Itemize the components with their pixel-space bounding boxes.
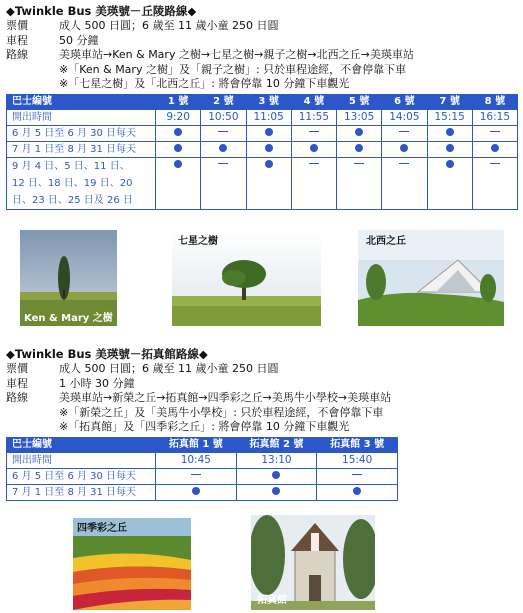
no-service-dash-icon <box>399 131 409 132</box>
departure-row <box>7 452 398 468</box>
service-mark <box>472 125 517 141</box>
bus-number-header: 巴士編號 <box>7 437 156 452</box>
departure-row <box>7 109 518 125</box>
service-dot-icon <box>265 128 273 136</box>
departure-time: 13:10 <box>236 452 317 468</box>
service-mark <box>291 157 336 209</box>
service-mark <box>472 141 517 157</box>
bus-header: 4 號 <box>291 94 336 109</box>
duration-label: 車程 <box>6 33 28 47</box>
service-mark <box>317 484 398 500</box>
takushinkan-caption: 拓真館 <box>257 595 287 606</box>
departure-time: 16:15 <box>472 109 517 125</box>
hokusei-caption: 北西之丘 <box>366 236 406 247</box>
schedule-label: 7 月 1 日至 8 月 31 日每天 <box>7 484 156 500</box>
schedule-label-line: 12 日、18 日、19 日、20 <box>12 177 133 189</box>
service-mark <box>337 141 382 157</box>
route-label: 路線 <box>6 391 28 404</box>
service-dot-icon <box>353 487 361 495</box>
ken-mary-tree-photo <box>20 230 117 326</box>
service-dot-icon <box>446 128 454 136</box>
route1-title: ◆Twinkle Bus 美瑛號－丘陵路線◆ <box>6 4 197 18</box>
departure-time: 11:55 <box>291 109 336 125</box>
service-mark <box>246 141 291 157</box>
service-mark <box>201 141 246 157</box>
route-note-2: ※「拓真館」及「四季彩之丘」: 將會停靠 10 分鐘下車觀光 <box>59 420 350 433</box>
service-dot-icon <box>355 128 363 136</box>
service-dot-icon <box>446 144 454 152</box>
service-dot-icon <box>310 144 318 152</box>
route-note-1: ※「Ken & Mary 之樹」及「親子之樹」: 只於車程途經，不會停靠下車 <box>59 62 407 76</box>
schedule-row <box>7 125 518 141</box>
service-dot-icon <box>272 471 280 479</box>
duration-label: 車程 <box>6 376 28 390</box>
service-mark <box>427 141 472 157</box>
departure-label: 開出時間 <box>7 452 156 468</box>
no-service-dash-icon <box>309 163 319 164</box>
service-mark <box>382 141 427 157</box>
service-mark <box>236 468 317 484</box>
fare-label: 票價 <box>6 362 28 375</box>
departure-time: 14:05 <box>382 109 427 125</box>
service-mark <box>291 141 336 157</box>
service-mark <box>427 157 472 209</box>
departure-time: 10:50 <box>201 109 246 125</box>
schedule-label-line: 9 月 4 日、5 日、11 日、 <box>12 160 130 172</box>
service-dot-icon <box>174 128 182 136</box>
route1-route-row <box>6 48 518 92</box>
service-mark <box>472 157 517 209</box>
seven-stars-tree-photo <box>172 230 321 326</box>
route2-fare-row <box>6 362 518 377</box>
service-mark <box>236 484 317 500</box>
schedule-row <box>7 157 518 209</box>
service-mark <box>156 484 237 500</box>
fare-value: 成人 500 日圓；6 歲至 11 歲小童 250 日圓 <box>59 19 279 32</box>
schedule-row <box>7 141 518 157</box>
service-mark <box>246 157 291 209</box>
service-mark <box>337 157 382 209</box>
route-value: 美瑛車站→Ken & Mary 之樹→七星之樹→親子之樹→北西之丘→美瑛車站 <box>59 48 414 61</box>
no-service-dash-icon <box>191 474 201 475</box>
schedule-row <box>7 484 398 500</box>
seven-stars-caption: 七星之樹 <box>178 236 218 247</box>
departure-time: 9:20 <box>156 109 201 125</box>
service-mark <box>382 157 427 209</box>
shikisai-hill-photo <box>73 518 191 610</box>
fare-value: 成人 500 日圓；6 歲至 11 歲小童 250 日圓 <box>59 362 279 375</box>
schedule-label: 6 月 5 日至 6 月 30 日每天 <box>7 125 156 141</box>
no-service-dash-icon <box>490 163 500 164</box>
shikisai-caption: 四季彩之丘 <box>77 523 127 534</box>
service-dot-icon <box>192 487 200 495</box>
timetable-header-row <box>7 94 518 109</box>
service-mark <box>246 125 291 141</box>
no-service-dash-icon <box>354 163 364 164</box>
bus-header: 拓真館 3 號 <box>317 437 398 452</box>
route2-section <box>6 346 518 501</box>
service-dot-icon <box>265 144 273 152</box>
no-service-dash-icon <box>309 131 319 132</box>
service-mark <box>156 125 201 141</box>
bus-header: 1 號 <box>156 94 201 109</box>
service-dot-icon <box>174 144 182 152</box>
service-mark <box>201 125 246 141</box>
service-mark <box>156 157 201 209</box>
service-dot-icon <box>219 144 227 152</box>
route1-duration-row <box>6 34 518 49</box>
no-service-dash-icon <box>218 131 228 132</box>
service-mark <box>291 125 336 141</box>
schedule-row <box>7 468 398 484</box>
duration-value: 1 小時 30 分鐘 <box>59 376 135 390</box>
service-mark <box>382 125 427 141</box>
route2-route-row <box>6 391 518 435</box>
bus-number-header: 巴士編號 <box>7 94 156 109</box>
service-dot-icon <box>355 144 363 152</box>
no-service-dash-icon <box>399 163 409 164</box>
departure-time: 10:45 <box>156 452 237 468</box>
takushinkan-photo <box>251 515 375 610</box>
service-mark <box>337 125 382 141</box>
bus-header: 8 號 <box>472 94 517 109</box>
no-service-dash-icon <box>352 474 362 475</box>
timetable-header-row <box>7 437 398 452</box>
schedule-label: 6 月 5 日至 6 月 30 日每天 <box>7 468 156 484</box>
bus-header: 7 號 <box>427 94 472 109</box>
departure-time: 11:05 <box>246 109 291 125</box>
departure-time: 15:40 <box>317 452 398 468</box>
route-value: 美瑛車站→新榮之丘→拓真館→四季彩之丘→美馬牛小學校→美瑛車站 <box>59 391 392 404</box>
service-dot-icon <box>272 487 280 495</box>
route2-title: ◆Twinkle Bus 美瑛號－拓真館路線◆ <box>6 347 208 361</box>
bus-header: 拓真館 2 號 <box>236 437 317 452</box>
route2-timetable <box>6 437 398 501</box>
no-service-dash-icon <box>218 163 228 164</box>
service-dot-icon <box>174 160 182 168</box>
schedule-label <box>7 157 156 209</box>
duration-value: 50 分鐘 <box>59 33 99 47</box>
fare-label: 票價 <box>6 19 28 32</box>
service-mark <box>317 468 398 484</box>
bus-header: 5 號 <box>337 94 382 109</box>
hokusei-hill-photo <box>358 230 504 326</box>
departure-time: 13:05 <box>337 109 382 125</box>
service-mark <box>156 141 201 157</box>
route1-timetable <box>6 94 518 210</box>
service-dot-icon <box>446 160 454 168</box>
schedule-label: 7 月 1 日至 8 月 31 日每天 <box>7 141 156 157</box>
bus-header: 6 號 <box>382 94 427 109</box>
route-label: 路線 <box>6 48 28 61</box>
route1-fare-row <box>6 19 518 34</box>
departure-time: 15:15 <box>427 109 472 125</box>
bus-header: 2 號 <box>201 94 246 109</box>
route2-duration-row <box>6 377 518 392</box>
bus-header: 3 號 <box>246 94 291 109</box>
schedule-label-line: 日、23 日、25 日及 26 日 <box>12 194 133 206</box>
service-mark <box>156 468 237 484</box>
route1-section <box>6 3 518 210</box>
ken-mary-caption: Ken & Mary 之樹 <box>24 313 113 324</box>
service-dot-icon <box>265 160 273 168</box>
route-note-2: ※「七星之樹」及「北西之丘」: 將會停靠 10 分鐘下車觀光 <box>59 77 350 90</box>
departure-label: 開出時間 <box>7 109 156 125</box>
service-mark <box>201 157 246 209</box>
bus-header: 拓真館 1 號 <box>156 437 237 452</box>
service-dot-icon <box>400 144 408 152</box>
no-service-dash-icon <box>490 131 500 132</box>
service-dot-icon <box>491 144 499 152</box>
service-mark <box>427 125 472 141</box>
route-note-1: ※「新榮之丘」及「美馬牛小學校」: 只於車程途經，不會停靠下車 <box>59 405 384 419</box>
